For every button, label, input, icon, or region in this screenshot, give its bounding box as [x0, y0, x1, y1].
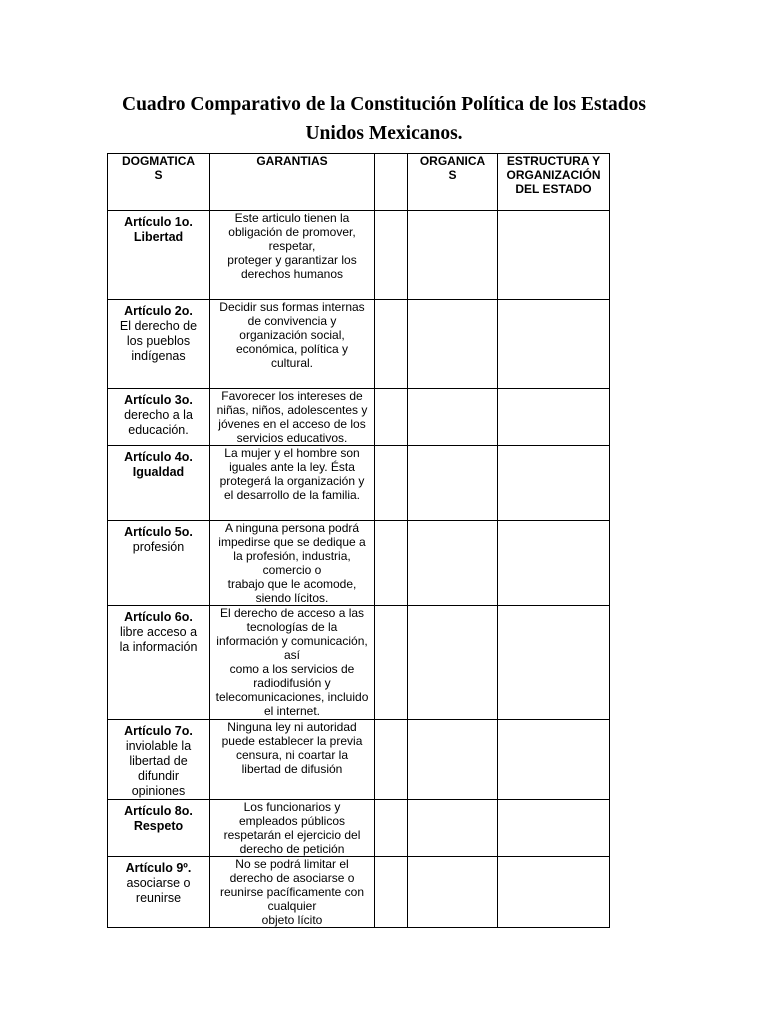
- article-subject: inviolable la libertad de difundir opiniones: [125, 739, 192, 798]
- garantias-cell: [210, 606, 375, 720]
- blank-cell: [375, 857, 408, 928]
- table-row: [108, 720, 610, 800]
- dogmaticas-cell: [108, 857, 210, 928]
- document-title: [100, 90, 668, 148]
- garantias-cell: [210, 446, 375, 521]
- table-row: [108, 211, 610, 300]
- blank-cell: [375, 446, 408, 521]
- guarantee-text: Los funcionarios y empleados públicos respetarán el ejercicio del derecho de petición: [223, 800, 361, 856]
- dogmaticas-cell: [108, 211, 210, 300]
- table-row: [108, 300, 610, 389]
- article-number: Artículo 6o.: [124, 610, 193, 624]
- blank-cell: [375, 521, 408, 606]
- article-subject: El derecho de los pueblos indígenas: [119, 319, 198, 363]
- organicas-cell: [408, 800, 498, 857]
- article-subject: Libertad: [133, 230, 184, 244]
- blank-cell: [375, 800, 408, 857]
- header-blank: [375, 154, 408, 211]
- blank-cell: [375, 606, 408, 720]
- table-row: [108, 606, 610, 720]
- estructura-cell: [498, 800, 610, 857]
- garantias-cell: [210, 857, 375, 928]
- estructura-cell: [498, 300, 610, 389]
- dogmaticas-cell: [108, 389, 210, 446]
- organicas-cell: [408, 606, 498, 720]
- title-line-1: Cuadro Comparativo de la Constitución Política de los Estados: [121, 94, 646, 115]
- garantias-cell: [210, 300, 375, 389]
- article-subject: derecho a la educación.: [124, 408, 193, 437]
- header-estructura: ESTRUCTURA Y ORGANIZACIÓN DEL ESTADO: [498, 154, 610, 211]
- article-number: Artículo 3o.: [124, 393, 193, 407]
- guarantee-text: Ninguna ley ni autoridad puede establecer la previa censura, ni coartar la libertad de difusión: [221, 720, 363, 776]
- organicas-cell: [408, 389, 498, 446]
- guarantee-text: Favorecer los intereses de niñas, niños, adolescentes y jóvenes en el acceso de los servicios educativos.: [216, 389, 368, 445]
- table-row: [108, 800, 610, 857]
- estructura-cell: [498, 857, 610, 928]
- article-number: Artículo 7o.: [124, 724, 193, 738]
- header-dogmaticas: DOGMATICA S: [108, 154, 210, 211]
- title-line-2: Unidos Mexicanos.: [305, 123, 463, 144]
- estructura-cell: [498, 521, 610, 606]
- estructura-cell: [498, 211, 610, 300]
- blank-cell: [375, 300, 408, 389]
- organicas-cell: [408, 857, 498, 928]
- dogmaticas-cell: [108, 446, 210, 521]
- estructura-cell: [498, 720, 610, 800]
- garantias-cell: [210, 800, 375, 857]
- guarantee-text: La mujer y el hombre son iguales ante la ley. Ésta protegerá la organización y el desarrollo de la familia.: [219, 446, 365, 502]
- organicas-cell: [408, 300, 498, 389]
- article-subject: Respeto: [133, 819, 184, 833]
- guarantee-text: No se podrá limitar el derecho de asociarse o reunirse pacíficamente con cualquier objeto lícito: [219, 857, 365, 927]
- blank-cell: [375, 211, 408, 300]
- header-organicas: ORGANICA S: [408, 154, 498, 211]
- article-subject: profesión: [132, 540, 185, 554]
- dogmaticas-cell: [108, 606, 210, 720]
- article-number: Artículo 1o.: [124, 215, 193, 229]
- organicas-cell: [408, 521, 498, 606]
- table-row: [108, 857, 610, 928]
- table-row: [108, 446, 610, 521]
- estructura-cell: [498, 446, 610, 521]
- blank-cell: [375, 720, 408, 800]
- dogmaticas-cell: [108, 300, 210, 389]
- guarantee-text: Decidir sus formas internas de convivencia y organización social, económica, política y cultural.: [219, 300, 365, 370]
- guarantee-text: El derecho de acceso a las tecnologías de la información y comunicación, así como a los servicios de radiodifusión y telecomunicaciones, incluido el internet.: [215, 606, 369, 718]
- dogmaticas-cell: [108, 800, 210, 857]
- garantias-cell: [210, 389, 375, 446]
- table-row: [108, 389, 610, 446]
- dogmaticas-cell: [108, 521, 210, 606]
- comparison-table: [107, 153, 610, 928]
- table-row: [108, 521, 610, 606]
- article-number: Artículo 9º.: [125, 861, 192, 875]
- article-number: Artículo 4o.: [124, 450, 193, 464]
- guarantee-text: A ninguna persona podrá impedirse que se dedique a la profesión, industria, comercio o trabajo que le acomode, siendo lícitos.: [218, 521, 366, 605]
- header-row: [108, 154, 610, 211]
- guarantee-text: Este articulo tienen la obligación de promover, respetar, proteger y garantizar los derechos humanos: [227, 211, 357, 281]
- estructura-cell: [498, 389, 610, 446]
- estructura-cell: [498, 606, 610, 720]
- garantias-cell: [210, 720, 375, 800]
- garantias-cell: [210, 521, 375, 606]
- article-number: Artículo 8o.: [124, 804, 193, 818]
- organicas-cell: [408, 211, 498, 300]
- header-garantias: GARANTIAS: [210, 154, 375, 211]
- article-subject: asociarse o reunirse: [126, 876, 191, 905]
- organicas-cell: [408, 446, 498, 521]
- article-subject: Igualdad: [132, 465, 185, 479]
- blank-cell: [375, 389, 408, 446]
- garantias-cell: [210, 211, 375, 300]
- article-number: Artículo 2o.: [124, 304, 193, 318]
- organicas-cell: [408, 720, 498, 800]
- article-number: Artículo 5o.: [124, 525, 193, 539]
- article-subject: libre acceso a la información: [119, 625, 198, 654]
- dogmaticas-cell: [108, 720, 210, 800]
